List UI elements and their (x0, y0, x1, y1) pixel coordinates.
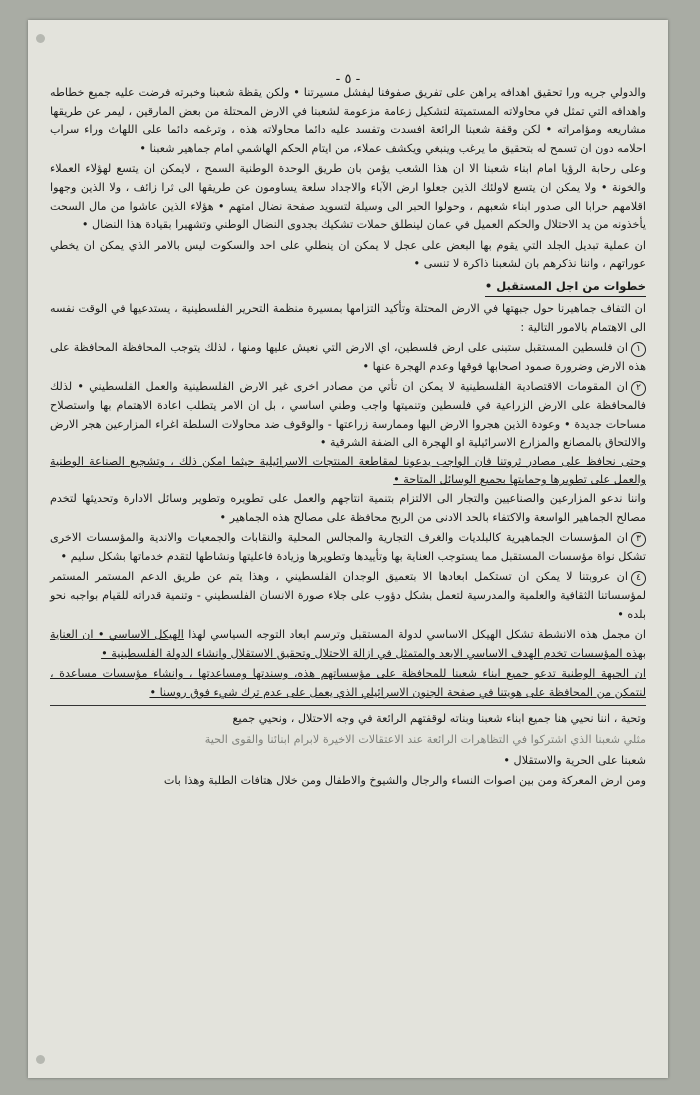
item-text: ان المقومات الاقتصادية الفلسطينية لا يمكن ان تأتي من مصادر اخرى غير الارض الفلسطينية والعمل الفلسطيني • لذلك فالمحافظة على الارض الزراعية في فلسطين وتنميتها واجب وطني اساسي ، بل ان الامر يتطلب اعادة الاهتمام بها واستصلاح مساحات جديدة • وعودة الذين هجروا الارض اليها وممارسة زراعتها - والوقوف ضد محاولات السلطة اغراء المزارعين هجر الارض والالتحاق بالمصانع والمزارع الاسرائيلية او الهجرة الى الضفة الشرقية • (50, 380, 646, 450)
list-item (50, 339, 646, 376)
page-number: - ٥ - (335, 72, 361, 87)
closing-line-1: وتحية ، اننا نحيي هنا جميع ابناء شعبنا وبناته لوقفتهم الرائعة في وجه الاحتلال ، ونحيي جميع (232, 712, 646, 726)
closing-line-2-faded: مثلي شعبنا الذي اشتركوا في التظاهرات الرائعة عند الاعتقالات الاخيرة لابرام ابنائنا والقوى الحية (204, 733, 646, 747)
closing-line-4: ومن ارض المعركة ومن بين اصوات النساء والرجال والشيوخ والاطفال ومن خلال هتافات الطلبة وهذا بات (163, 774, 646, 788)
section-heading: خطوات من اجل المستقبل • (485, 277, 646, 297)
closing-line-3: شعبنا على الحرية والاستقلال • (503, 753, 646, 767)
structure-paragraph-underlined: الهيكل الاساسي • ان العناية بهذه المؤسسات تخدم الهدف الاساسي الابعد والمتمثل في ازالة الاحتلال وتحقيق الاستقلال وانشاء الدولة الفلسطينية • (50, 628, 646, 660)
structure-paragraph (50, 626, 646, 663)
item-number: ٢ (631, 381, 646, 396)
item-text: ان فلسطين المستقبل ستبنى على ارض فلسطين، اي الارض التي نعيش عليها ومنها ، لذلك يتوجب المحافظة المحافظة على هذه الارض وضرورة صمود اصحابها فوقها وعدم الهجرة عنها • (50, 341, 646, 373)
divider-line (50, 705, 646, 706)
intro-paragraph: ان التفاف جماهيرنا حول جبهتها في الارض المحتلة وتأكيد التزامها بمسيرة منظمة التحرير الفلسطينية ، يستدعيها في الوقت نفسه الى الاهتمام بالامور التالية : (50, 302, 646, 334)
item-number: ٣ (631, 532, 646, 547)
punch-hole-top (36, 34, 45, 43)
paragraph-2: وعلى رحابة الرؤيا امام ابناء شعبنا الا ان هذا الشعب يؤمن بان طريق الوحدة الوطنية السمح ، لايمكن ان يتسع لهؤلاء العملاء والخونة • ولا يمكن ان يتسع لاولئك الذين جعلوا ارض الآباء والاجداد سلعة يساومون عن طريقها الى ثرا زائف ، ولا الذين وجهوا اقلامهم حرابا الى صدور ابناء شعبهم ، وحولوا الحبر الى وسيلة لتسويد صفحة نضال امتهم • هؤلاء الذين عاشوا من مال السحت يأخذونه من يد الاحتلال والحكم العميل في عمان لينطلق حملات تشكيك بجدوى النضال الوطني وتشهيرا بقيادة هذا النضال • (50, 162, 646, 232)
item-number: ١ (631, 342, 646, 357)
list-item (50, 378, 646, 527)
paragraph-3: ان عملية تبديل الجلد التي يقوم بها البعض على عجل لا يمكن ان ينطلي على احد والسكوت ليس بالامر الذي يمكن ان يخطي عوراتهم ، واننا نذكرهم بان لشعبنا ذاكرة لا تنسى • (50, 238, 646, 271)
list-item (50, 529, 646, 566)
punch-hole-bottom (36, 1055, 45, 1064)
item-text: ان المؤسسات الجماهيرية كالبلديات والغرف التجارية والمجالس المحلية والنقابات والجمعيات والاندية والمؤسسات الاخرى تشكل نواة مؤسسات المستقبل مما يستوجب العناية بها وتأييدها وتطويرها وزيادة فاعليتها ونشاطها لتقدم خدماتها بشكل سليم • (50, 531, 646, 563)
item-followup-text: واننا ندعو المزارعين والصناعيين والتجار الى الالتزام بتنمية انتاجهم والعمل على تطويره وتطوير وسائل الادارة وتحديثها لتخدم مصالح الجماهير الواسعة والاكتفاء بالحد الادنى من الربح محافظة على مصالح هذه الجماهير • (50, 491, 646, 524)
paragraph-1: والدولي جريه ورا تحقيق اهدافه يراهن على تفريق صفوفنا ليفشل مسيرتنا • ولكن يقظة شعبنا وخبرته فرضت عليه جميع خطاطه واهدافه التي تمثل في محاولاته المستميتة لتشكيل زعامة مزعومة لشعبنا في الارض المحتلة من بعض المارقين ، ليمر عن طريقها مشاريعه ومؤامراته • لكن وقفة شعبنا الرائعة افسدت وتفسد عليه دائما محاولاته هذه ، وترغمه دائما على اللهاث وراء سراب احلامه دون ان تسمح له بتحقيق ما يرغب وينبغي ويكشف عملاء، من ايتام الحكم الهاشمي امام جماهير شعبنا • (50, 86, 646, 155)
item-number: ٤ (631, 571, 646, 586)
document-page (28, 20, 668, 1078)
item-text: ان عروبتنا لا يمكن ان تستكمل ابعادها الا بتعميق الوجدان الفلسطيني ، وهذا يتم عن طريق الدعم المستمر المستمر لمؤسساتنا الثقافية والعلمية والمدرسية لتعمل بشكل دؤوب على جلاء صورة الانسان الفلسطيني - وتنمية قدراته للقيام بواجبه نحو بلده • (50, 570, 646, 621)
list-item (50, 568, 646, 624)
document-body (50, 68, 646, 793)
structure-paragraph-first: ان مجمل هذه الانشطة تشكل الهيكل الاساسي لدولة المستقبل وترسم ابعاد التوجه السياسي لهذا (188, 628, 646, 642)
underlined-boycott-text: وحتى نحافظ على مصادر ثروتنا فان الواجب يدعونا لمقاطعة المنتجات الاسرائيلية حيثما امكن ذلك ، وتشجيع الصناعة الوطنية والعمل على تطويرها وحمايتها بجميع الوسائل المتاحة • (50, 454, 646, 487)
front-paragraph: ان الجبهة الوطنية تدعو جميع ابناء شعبنا للمحافظة على مؤسساتهم هذه، وسندتها ومساعدتها ، وانشاء مؤسسات مساعدة ، لنتمكن من المحافظة على هويتنا في صفحة الجنون الاسرائيلي الذي يعمل على عدم ترك شيء فوق روسنا • (50, 667, 646, 699)
